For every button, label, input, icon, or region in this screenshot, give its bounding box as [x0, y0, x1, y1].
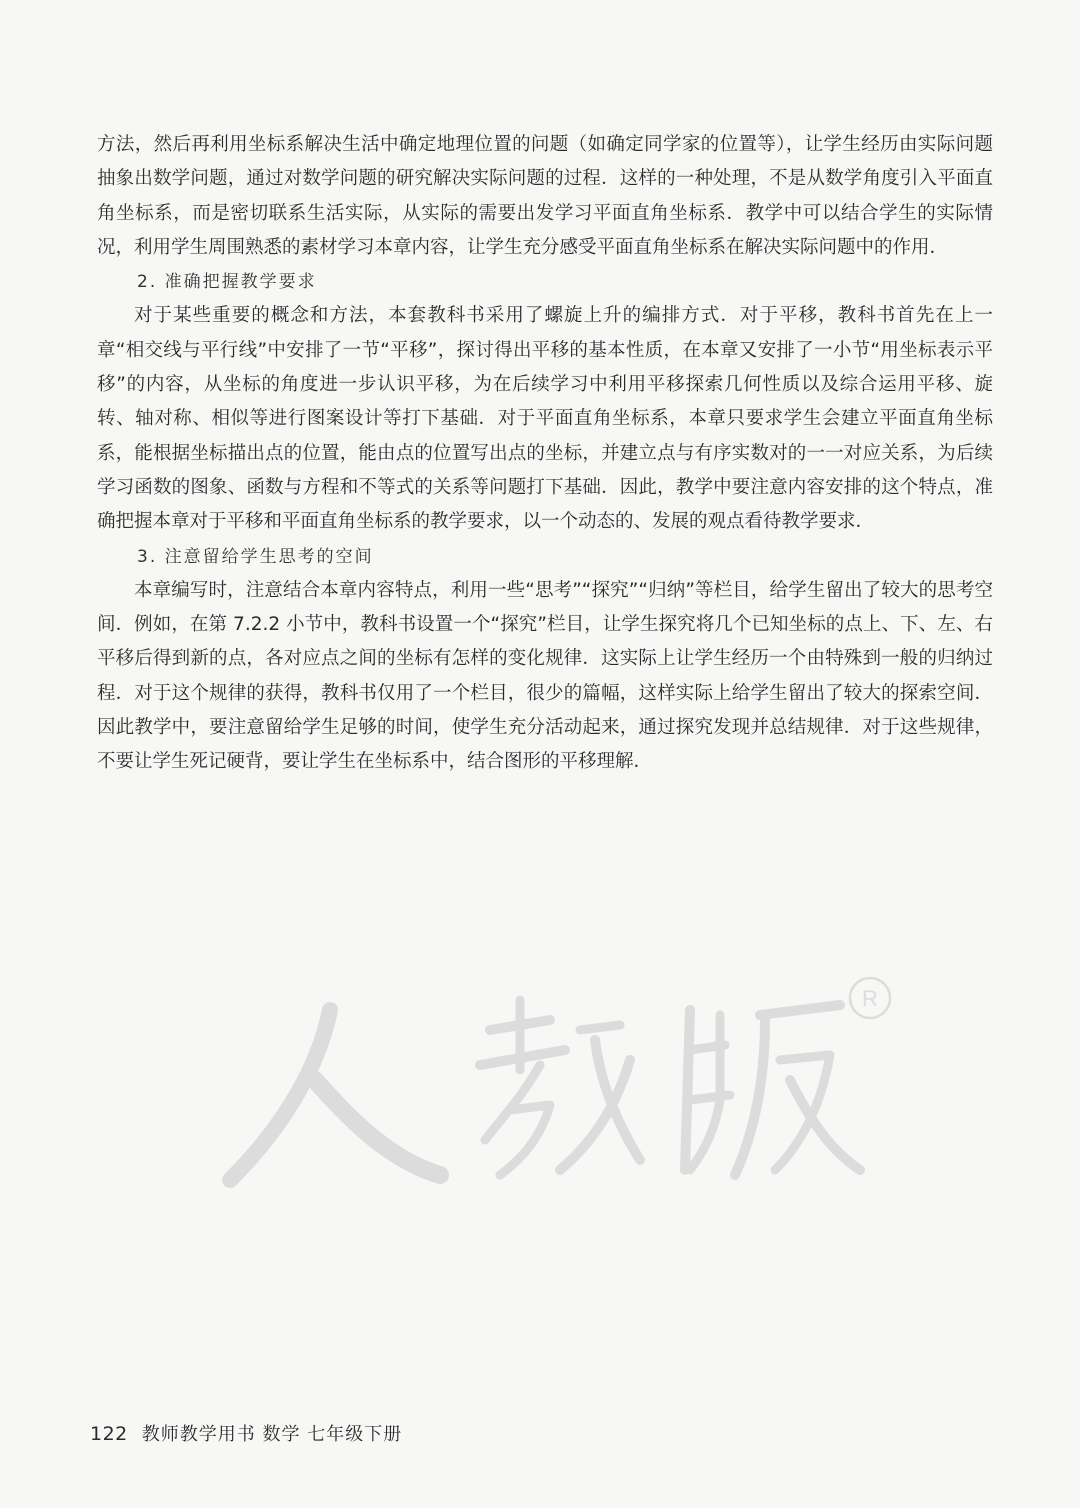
page-number: 122: [90, 1423, 128, 1445]
paragraph-section-3: 本章编写时，注意结合本章内容特点，利用一些“思考”“探究”“归纳”等栏目，给学生留出了较大的思考空间．例如，在第 7.2.2 小节中，教科书设置一个“探究”栏目，让学生探究将几个已知坐标的点上、下、左、右平移后得到新的点，各对应点之间的坐标有怎样的变化规律．这实际上让学生经历一个由特殊到一般的归纳过程．对于这个规律的获得，教科书仅用了一个栏目，很少的篇幅，这样实际上给学生留出了较大的探索空间．因此教学中，要注意留给学生足够的时间，使学生充分活动起来，通过探究发现并总结规律．对于这些规律，不要让学生死记硬背，要让学生在坐标系中，结合图形的平移理解．: [97, 579, 993, 773]
section-heading-3: 3. 注意留给学生思考的空间: [137, 546, 374, 567]
page-body: [97, 128, 993, 780]
paragraph-continued: 方法，然后再利用坐标系解决生活中确定地理位置的问题（如确定同学家的位置等），让学生经历由实际问题抽象出数学问题，通过对数学问题的研究解决实际问题的过程．这样的一种处理，不是从数学角度引入平面直角坐标系，而是密切联系生活实际，从实际的需要出发学习平面直角坐标系．教学中可以结合学生的实际情况，利用学生周围熟悉的素材学习本章内容，让学生充分感受平面直角坐标系在解决实际问题中的作用．: [97, 134, 993, 258]
book-title: 教师教学用书 数学 七年级下册: [141, 1424, 403, 1445]
paragraph-section-2: 对于某些重要的概念和方法，本套教科书采用了螺旋上升的编排方式．对于平移，教科书首先在上一章“相交线与平行线”中安排了一节“平移”，探讨得出平移的基本性质，在本章又安排了一小节“用坐标表示平移”的内容，从坐标的角度进一步认识平移，为在后续学习中利用平移探索几何性质以及综合运用平移、旋转、轴对称、相似等进行图案设计等打下基础．对于平面直角坐标系，本章只要求学生会建立平面直角坐标系，能根据坐标描出点的位置，能由点的位置写出点的坐标，并建立点与有序实数对的一一对应关系，为后续学习函数的图象、函数与方程和不等式的关系等问题打下基础．因此，教学中要注意内容安排的这个特点，准确把握本章对于平移和平面直角坐标系的教学要求，以一个动态的、发展的观点看待教学要求．: [97, 305, 993, 533]
publisher-watermark-logo: [220, 970, 900, 1200]
svg-text:R: R: [862, 986, 878, 1011]
registered-trademark-icon: [850, 978, 890, 1018]
section-heading-2: 2. 准确把握教学要求: [137, 272, 317, 293]
page-footer: [90, 1420, 402, 1446]
